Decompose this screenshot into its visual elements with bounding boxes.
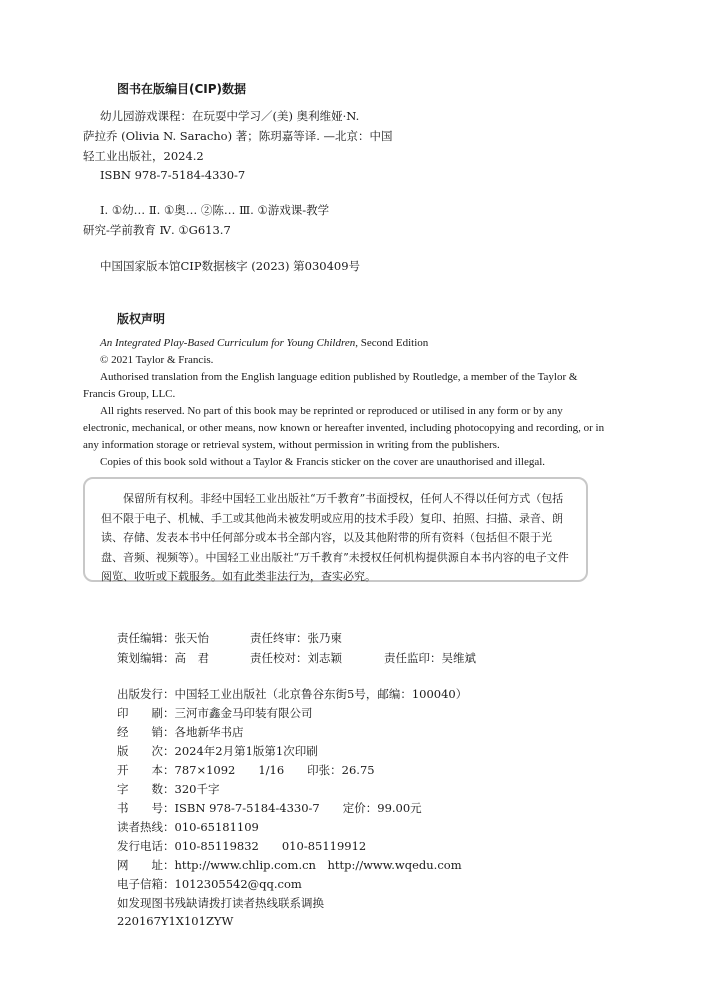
all-rights-reserved: All rights reserved. No part of this book may be reprinted or reproduced or utilised in any form or by any electronic, mechanical, or other means, now known or hereafter invented, including photocopying and recording, or in any information storage or retrieval system, without permission in writing from the publishers.	[83, 405, 605, 451]
proofreader	[250, 650, 342, 666]
sales-phone-row	[117, 838, 366, 854]
planning-label: 策划编辑：	[117, 651, 175, 665]
hotline-value: 010-65181109	[174, 820, 259, 834]
format-value: 787×1092 1/16 印张：26.75	[174, 763, 375, 777]
hotline-label: 读者热线：	[117, 820, 175, 834]
rights-notice-text: 保留所有权利。非经中国轻工业出版社“万千教育”书面授权，任何人不得以任何方式（包括但不限于电子、机械、手工或其他尚未被发明或应用的技术手段）复印、拍照、扫描、录音、朗读、存储、发表本书中任何部分或本书全部内容，以及其他附带的所有资料（包括但不限于光盘、音频、视频等）。中国轻工业出版社“万千教育”未授权任何机构提供源自本书内容的电子文件阅览、收听或下载服务。如有此类非法行为，查实必究。	[101, 492, 569, 583]
supervise-label: 责任监印：	[384, 651, 442, 665]
planning-editor	[117, 650, 209, 666]
final-review-label: 责任终审：	[250, 631, 308, 645]
copyright-heading: 版权声明	[117, 312, 166, 326]
planning-name: 高 君	[174, 651, 209, 665]
printer-label: 印 刷：	[117, 706, 175, 720]
email-label: 电子信箱：	[117, 877, 175, 891]
print-supervisor	[384, 650, 476, 666]
rights-notice-box	[83, 477, 588, 582]
sales-label: 发行电话：	[117, 839, 175, 853]
original-title	[100, 335, 428, 352]
edition-row	[117, 743, 318, 759]
sales-value: 010-85119832 010-85119912	[174, 839, 367, 853]
words-label: 字 数：	[117, 782, 175, 796]
final-review	[250, 630, 342, 646]
authorised-translation: Authorised translation from the English language edition published by Routledge, a member of the Taylor & Francis Group, LLC.	[83, 371, 578, 400]
distributor-row	[117, 724, 244, 740]
email-value: 1012305542@qq.com	[174, 877, 302, 891]
editor-name: 张天怡	[174, 631, 209, 645]
cip-record-number: 中国国家版本馆CIP数据核字 (2023) 第030409号	[100, 259, 361, 273]
cip-heading: 图书在版编目(CIP)数据	[117, 82, 247, 96]
website-row	[117, 857, 462, 873]
website-value: http://www.chlip.com.cn http://www.wqedu.com	[174, 858, 462, 872]
final-review-name: 张乃柬	[307, 631, 342, 645]
defect-notice: 如发现图书残缺请拨打读者热线联系调换	[117, 896, 324, 910]
proof-name: 刘志颖	[307, 651, 342, 665]
copyright-year: © 2021 Taylor & Francis.	[100, 354, 214, 366]
distributor-label: 经 销：	[117, 725, 175, 739]
cip-line-1: 幼儿园游戏课程：在玩耍中学习／(美) 奥利维娅·N.	[100, 109, 360, 123]
product-code: 220167Y1X101ZYW	[117, 914, 234, 928]
proof-label: 责任校对：	[250, 651, 308, 665]
cip-line-3: 轻工业出版社，2024.2	[83, 149, 204, 163]
distributor-value: 各地新华书店	[174, 725, 244, 739]
original-title-italic: An Integrated Play-Based Curriculum for Young Children	[100, 337, 356, 349]
cip-line-2: 萨拉乔 (Olivia N. Saracho) 著；陈玥嘉等译. —北京：中国	[83, 129, 393, 143]
cip-class-line-1: Ⅰ. ①幼… Ⅱ. ①奥… ②陈… Ⅲ. ①游戏课-教学	[100, 203, 330, 217]
editor-row-1	[117, 630, 209, 646]
isbn-row	[117, 800, 422, 816]
cip-isbn: ISBN 978-7-5184-4330-7	[100, 168, 246, 182]
sticker-notice: Copies of this book sold without a Taylor & Francis sticker on the cover are unauthorised and illegal.	[100, 456, 546, 468]
publisher-row	[117, 686, 467, 702]
website-label: 网 址：	[117, 858, 175, 872]
printer-value: 三河市鑫金马印装有限公司	[174, 706, 313, 720]
original-title-edition: , Second Edition	[355, 337, 429, 349]
hotline-row	[117, 819, 259, 835]
isbn-label: 书 号：	[117, 801, 175, 815]
email-row	[117, 876, 302, 892]
edition-label: 版 次：	[117, 744, 175, 758]
format-row	[117, 762, 375, 778]
cip-class-line-2: 研究-学前教育 Ⅳ. ①G613.7	[83, 223, 231, 237]
publisher-label: 出版发行：	[117, 687, 175, 701]
supervise-name: 吴维斌	[441, 651, 476, 665]
editor-label: 责任编辑：	[117, 631, 175, 645]
words-row	[117, 781, 219, 797]
isbn-value: ISBN 978-7-5184-4330-7 定价：99.00元	[174, 801, 422, 815]
words-value: 320千字	[174, 782, 220, 796]
printer-row	[117, 705, 313, 721]
edition-value: 2024年2月第1版第1次印刷	[174, 744, 318, 758]
publisher-value: 中国轻工业出版社（北京鲁谷东街5号，邮编：100040）	[174, 687, 468, 701]
format-label: 开 本：	[117, 763, 175, 777]
